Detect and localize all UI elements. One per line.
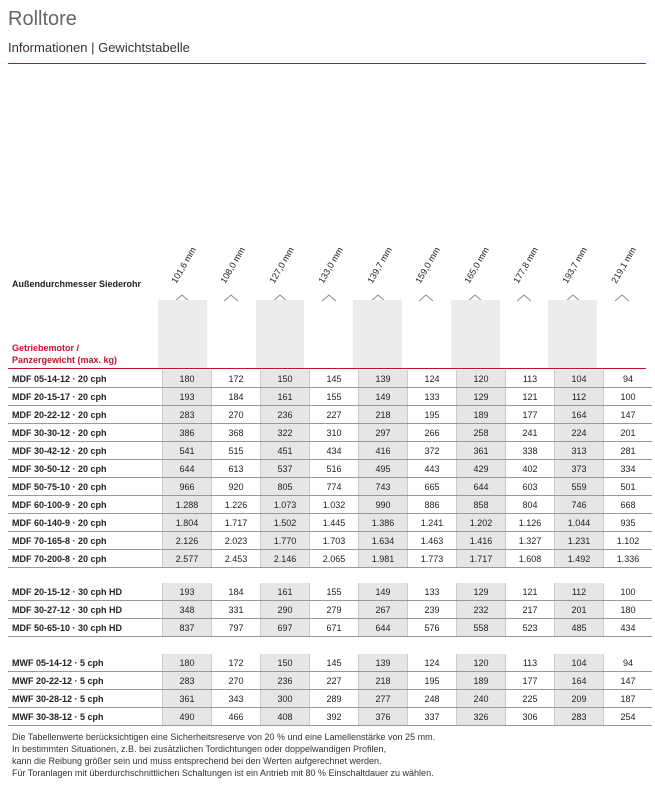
- table-row: [8, 496, 652, 514]
- weight-cell: 112: [555, 388, 604, 406]
- weight-cell: 150: [261, 654, 310, 672]
- weight-cell: 279: [310, 601, 359, 619]
- weight-cell: 266: [408, 424, 457, 442]
- weight-cell: 289: [310, 690, 359, 708]
- table-row: [8, 442, 652, 460]
- weight-cell: 343: [212, 690, 261, 708]
- weight-cell: 2.126: [163, 532, 212, 550]
- dimension-label: 177,8 mm: [511, 245, 541, 285]
- weight-cell: 376: [359, 708, 408, 726]
- footnotes: [12, 731, 435, 779]
- motor-name-cell: MDF 05-14-12 · 20 cph: [8, 370, 163, 388]
- motor-name-cell: MDF 30-27-12 · 30 cph HD: [8, 601, 163, 619]
- weight-cell: 149: [359, 583, 408, 601]
- note-line: In bestimmten Situationen, z.B. bei zusätzlichen Tordichtungen oder doppelwandigen Profilen,: [12, 744, 387, 754]
- table-row: [8, 583, 652, 601]
- table-row: [8, 550, 652, 568]
- weight-cell: 1.492: [555, 550, 604, 568]
- weight-cell: 283: [163, 672, 212, 690]
- weight-cell: 541: [163, 442, 212, 460]
- weight-cell: 248: [408, 690, 457, 708]
- weight-cell: 644: [457, 478, 506, 496]
- weight-cell: 193: [163, 388, 212, 406]
- weight-cell: 434: [604, 619, 653, 637]
- weight-cell: 224: [555, 424, 604, 442]
- weight-cell: 149: [359, 388, 408, 406]
- weight-cell: 1.634: [359, 532, 408, 550]
- motor-name-cell: MDF 30-30-12 · 20 cph: [8, 424, 163, 442]
- table-row: [8, 478, 652, 496]
- column-header-area: [8, 225, 646, 305]
- weight-cell: 797: [212, 619, 261, 637]
- weight-cell: 164: [555, 672, 604, 690]
- table-row: [8, 532, 652, 550]
- note-line: Die Tabellenwerte berücksichtigen eine Sicherheitsreserve von 20 % und eine Lamellenstärke von 25 mm.: [12, 732, 436, 742]
- weight-cell: 804: [506, 496, 555, 514]
- weight-cell: 743: [359, 478, 408, 496]
- weight-cell: 164: [555, 406, 604, 424]
- weight-cell: 1.032: [310, 496, 359, 514]
- weight-cell: 104: [555, 370, 604, 388]
- weight-cell: 2.146: [261, 550, 310, 568]
- weight-cell: 537: [261, 460, 310, 478]
- motor-name-cell: MDF 60-140-9 · 20 cph: [8, 514, 163, 532]
- weight-cell: 120: [457, 370, 506, 388]
- weight-cell: 124: [408, 654, 457, 672]
- weight-cell: 1.416: [457, 532, 506, 550]
- chevron-icon: [615, 289, 629, 297]
- weight-cell: 348: [163, 601, 212, 619]
- weight-cell: 1.773: [408, 550, 457, 568]
- weight-cell: 644: [163, 460, 212, 478]
- table-row: [8, 424, 652, 442]
- dimension-label: 159,0 mm: [413, 245, 443, 285]
- weight-cell: 966: [163, 478, 212, 496]
- weight-cell: 313: [555, 442, 604, 460]
- motor-name-cell: MDF 60-100-9 · 20 cph: [8, 496, 163, 514]
- chevron-icon: [566, 289, 580, 297]
- motor-name-cell: MDF 30-50-12 · 20 cph: [8, 460, 163, 478]
- table-row: [8, 388, 652, 406]
- dimension-label: 108,0 mm: [218, 245, 248, 285]
- weight-cell: 2.023: [212, 532, 261, 550]
- motor-name-cell: MDF 20-15-17 · 20 cph: [8, 388, 163, 406]
- dimension-label: 165,0 mm: [462, 245, 492, 285]
- weight-cell: 145: [310, 654, 359, 672]
- weight-cell: 184: [212, 583, 261, 601]
- weight-cell: 121: [506, 388, 555, 406]
- weight-cell: 155: [310, 583, 359, 601]
- weight-cell: 218: [359, 672, 408, 690]
- dimension-label: 219,1 mm: [608, 245, 638, 285]
- dimension-label: 127,0 mm: [267, 245, 297, 285]
- weight-cell: 241: [506, 424, 555, 442]
- table-row: [8, 708, 652, 726]
- weight-cell: 613: [212, 460, 261, 478]
- weight-cell: 402: [506, 460, 555, 478]
- weight-cell: 2.577: [163, 550, 212, 568]
- weight-cell: 201: [555, 601, 604, 619]
- weight-cell: 310: [310, 424, 359, 442]
- weight-cell: 501: [604, 478, 653, 496]
- weight-cell: 361: [163, 690, 212, 708]
- page-subtitle: Informationen | Gewichtstabelle: [8, 40, 190, 55]
- chevron-icon: [517, 289, 531, 297]
- weight-cell: 297: [359, 424, 408, 442]
- weight-cell: 466: [212, 708, 261, 726]
- weight-table: [8, 654, 652, 726]
- weight-cell: 254: [604, 708, 653, 726]
- weight-cell: 124: [408, 370, 457, 388]
- motor-name-cell: MDF 50-65-10 · 30 cph HD: [8, 619, 163, 637]
- weight-cell: 1.226: [212, 496, 261, 514]
- weight-cell: 1.126: [506, 514, 555, 532]
- weight-cell: 644: [359, 619, 408, 637]
- weight-cell: 886: [408, 496, 457, 514]
- weight-cell: 129: [457, 583, 506, 601]
- weight-cell: 1.336: [604, 550, 653, 568]
- header-divider: [8, 368, 646, 369]
- weight-cell: 935: [604, 514, 653, 532]
- weight-cell: 189: [457, 406, 506, 424]
- weight-cell: 258: [457, 424, 506, 442]
- weight-cell: 368: [212, 424, 261, 442]
- weight-cell: 270: [212, 406, 261, 424]
- weight-table: [8, 583, 652, 637]
- weight-cell: 300: [261, 690, 310, 708]
- weight-cell: 515: [212, 442, 261, 460]
- motor-name-cell: MDF 30-42-12 · 20 cph: [8, 442, 163, 460]
- weight-cell: 373: [555, 460, 604, 478]
- table-row: [8, 672, 652, 690]
- table-row: [8, 460, 652, 478]
- weight-cell: 113: [506, 370, 555, 388]
- motor-name-cell: MWF 30-28-12 · 5 cph: [8, 690, 163, 708]
- note-line: kann die Reibung größer sein und muss entsprechend bei den Werten aufgerechnet werden.: [12, 756, 382, 766]
- dimension-label: 133,0 mm: [316, 245, 345, 285]
- weight-cell: 112: [555, 583, 604, 601]
- weight-cell: 189: [457, 672, 506, 690]
- table-row: [8, 601, 652, 619]
- weight-cell: 331: [212, 601, 261, 619]
- weight-cell: 1.981: [359, 550, 408, 568]
- weight-cell: 805: [261, 478, 310, 496]
- weight-cell: 837: [163, 619, 212, 637]
- weight-cell: 2.453: [212, 550, 261, 568]
- weight-cell: 113: [506, 654, 555, 672]
- table-row: [8, 514, 652, 532]
- weight-cell: 1.231: [555, 532, 604, 550]
- weight-cell: 1.717: [212, 514, 261, 532]
- weight-cell: 139: [359, 370, 408, 388]
- weight-cell: 180: [604, 601, 653, 619]
- weight-cell: 227: [310, 672, 359, 690]
- outer-diameter-label: Außendurchmesser Siederohr: [12, 279, 142, 289]
- weight-cell: 281: [604, 442, 653, 460]
- weight-cell: 232: [457, 601, 506, 619]
- weight-cell: 516: [310, 460, 359, 478]
- weight-cell: 322: [261, 424, 310, 442]
- weight-cell: 277: [359, 690, 408, 708]
- chevron-icon: [175, 289, 189, 297]
- weight-table: [8, 370, 652, 568]
- weight-cell: 267: [359, 601, 408, 619]
- weight-cell: 129: [457, 388, 506, 406]
- weight-cell: 225: [506, 690, 555, 708]
- column-shade: [158, 300, 207, 368]
- weight-cell: 177: [506, 672, 555, 690]
- motor-label-line1: Getriebemotor /: [12, 343, 80, 353]
- weight-cell: 1.608: [506, 550, 555, 568]
- motor-weight-label: [12, 342, 117, 366]
- weight-cell: 1.073: [261, 496, 310, 514]
- weight-cell: 920: [212, 478, 261, 496]
- weight-cell: 161: [261, 583, 310, 601]
- weight-cell: 1.241: [408, 514, 457, 532]
- note-line: Für Toranlagen mit überdurchschnittlichen Schaltungen ist ein Antrieb mit 80 % Einschaltdauer zu wählen.: [12, 768, 434, 778]
- weight-cell: 361: [457, 442, 506, 460]
- weight-cell: 1.044: [555, 514, 604, 532]
- weight-cell: 338: [506, 442, 555, 460]
- weight-cell: 1.327: [506, 532, 555, 550]
- weight-cell: 434: [310, 442, 359, 460]
- weight-cell: 386: [163, 424, 212, 442]
- weight-cell: 392: [310, 708, 359, 726]
- weight-cell: 746: [555, 496, 604, 514]
- weight-cell: 1.463: [408, 532, 457, 550]
- chevron-icon: [468, 289, 482, 297]
- motor-name-cell: MDF 20-15-12 · 30 cph HD: [8, 583, 163, 601]
- chevron-icon: [224, 289, 238, 297]
- chevron-icon: [273, 289, 287, 297]
- weight-cell: 239: [408, 601, 457, 619]
- motor-label-line2: Panzergewicht (max. kg): [12, 355, 118, 365]
- weight-cell: 104: [555, 654, 604, 672]
- weight-cell: 1.770: [261, 532, 310, 550]
- weight-cell: 774: [310, 478, 359, 496]
- weight-cell: 172: [212, 654, 261, 672]
- weight-cell: 195: [408, 672, 457, 690]
- weight-cell: 429: [457, 460, 506, 478]
- weight-cell: 443: [408, 460, 457, 478]
- weight-cell: 668: [604, 496, 653, 514]
- weight-cell: 217: [506, 601, 555, 619]
- weight-cell: 236: [261, 406, 310, 424]
- weight-cell: 290: [261, 601, 310, 619]
- weight-cell: 1.288: [163, 496, 212, 514]
- weight-cell: 150: [261, 370, 310, 388]
- table-row: [8, 690, 652, 708]
- weight-cell: 94: [604, 370, 653, 388]
- weight-cell: 283: [163, 406, 212, 424]
- weight-cell: 495: [359, 460, 408, 478]
- weight-cell: 184: [212, 388, 261, 406]
- weight-cell: 306: [506, 708, 555, 726]
- weight-cell: 236: [261, 672, 310, 690]
- weight-cell: 603: [506, 478, 555, 496]
- weight-cell: 337: [408, 708, 457, 726]
- weight-cell: 559: [555, 478, 604, 496]
- weight-cell: 177: [506, 406, 555, 424]
- column-shade: [548, 300, 597, 368]
- page-title: Rolltore: [8, 8, 77, 30]
- weight-cell: 100: [604, 583, 653, 601]
- weight-cell: 408: [261, 708, 310, 726]
- weight-cell: 558: [457, 619, 506, 637]
- weight-cell: 697: [261, 619, 310, 637]
- weight-cell: 227: [310, 406, 359, 424]
- weight-cell: 147: [604, 672, 653, 690]
- weight-cell: 120: [457, 654, 506, 672]
- motor-name-cell: MWF 05-14-12 · 5 cph: [8, 654, 163, 672]
- column-shade: [451, 300, 500, 368]
- dimension-label: 139,7 mm: [364, 245, 394, 285]
- table-row: [8, 370, 652, 388]
- weight-cell: 665: [408, 478, 457, 496]
- weight-cell: 2.065: [310, 550, 359, 568]
- motor-name-cell: MDF 50-75-10 · 20 cph: [8, 478, 163, 496]
- weight-cell: 121: [506, 583, 555, 601]
- weight-cell: 133: [408, 388, 457, 406]
- weight-cell: 270: [212, 672, 261, 690]
- weight-cell: 180: [163, 654, 212, 672]
- weight-cell: 671: [310, 619, 359, 637]
- weight-cell: 485: [555, 619, 604, 637]
- title-divider: [8, 63, 646, 64]
- dimension-label: 101,6 mm: [169, 245, 199, 285]
- weight-cell: 133: [408, 583, 457, 601]
- weight-cell: 451: [261, 442, 310, 460]
- dimension-label: 193,7 mm: [560, 245, 589, 285]
- table-row: [8, 406, 652, 424]
- chevron-icon: [322, 289, 336, 297]
- column-shade: [256, 300, 305, 368]
- weight-cell: 576: [408, 619, 457, 637]
- weight-cell: 1.386: [359, 514, 408, 532]
- weight-cell: 372: [408, 442, 457, 460]
- weight-cell: 139: [359, 654, 408, 672]
- weight-cell: 147: [604, 406, 653, 424]
- motor-name-cell: MDF 70-200-8 · 20 cph: [8, 550, 163, 568]
- weight-cell: 1.102: [604, 532, 653, 550]
- motor-name-cell: MDF 20-22-12 · 20 cph: [8, 406, 163, 424]
- weight-cell: 523: [506, 619, 555, 637]
- weight-cell: 490: [163, 708, 212, 726]
- weight-cell: 161: [261, 388, 310, 406]
- weight-cell: 990: [359, 496, 408, 514]
- weight-cell: 145: [310, 370, 359, 388]
- weight-cell: 201: [604, 424, 653, 442]
- weight-cell: 218: [359, 406, 408, 424]
- weight-cell: 1.202: [457, 514, 506, 532]
- weight-cell: 209: [555, 690, 604, 708]
- weight-cell: 240: [457, 690, 506, 708]
- weight-cell: 172: [212, 370, 261, 388]
- weight-cell: 334: [604, 460, 653, 478]
- weight-cell: 1.804: [163, 514, 212, 532]
- table-row: [8, 654, 652, 672]
- weight-cell: 100: [604, 388, 653, 406]
- chevron-icon: [419, 289, 433, 297]
- weight-cell: 858: [457, 496, 506, 514]
- weight-cell: 195: [408, 406, 457, 424]
- weight-cell: 283: [555, 708, 604, 726]
- weight-cell: 1.445: [310, 514, 359, 532]
- table-row: [8, 619, 652, 637]
- weight-cell: 180: [163, 370, 212, 388]
- weight-cell: 155: [310, 388, 359, 406]
- motor-name-cell: MWF 30-38-12 · 5 cph: [8, 708, 163, 726]
- weight-cell: 1.717: [457, 550, 506, 568]
- weight-cell: 416: [359, 442, 408, 460]
- weight-cell: 1.502: [261, 514, 310, 532]
- motor-name-cell: MDF 70-165-8 · 20 cph: [8, 532, 163, 550]
- weight-cell: 1.703: [310, 532, 359, 550]
- column-shade: [353, 300, 402, 368]
- weight-cell: 193: [163, 583, 212, 601]
- weight-cell: 94: [604, 654, 653, 672]
- chevron-icon: [371, 289, 385, 297]
- weight-cell: 187: [604, 690, 653, 708]
- motor-name-cell: MWF 20-22-12 · 5 cph: [8, 672, 163, 690]
- weight-cell: 326: [457, 708, 506, 726]
